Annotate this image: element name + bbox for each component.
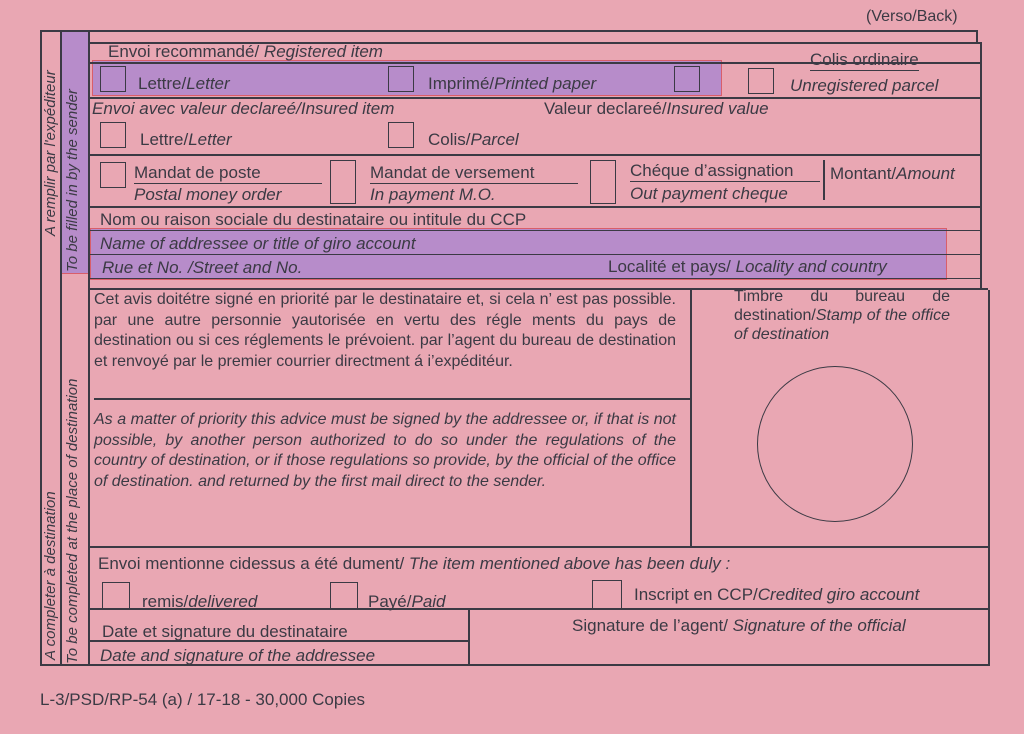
insured-parcel-checkbox[interactable] <box>388 122 414 148</box>
registered-extra-checkbox[interactable] <box>674 66 700 92</box>
money-order-checkbox[interactable] <box>100 162 126 188</box>
money-order-en: Postal money order <box>134 185 282 204</box>
paid-checkbox[interactable] <box>330 582 358 610</box>
insured-value-label: Valeur declareé/Insured value <box>544 99 769 118</box>
official-signature-label: Signature de l’agent/ Signature of the official <box>572 616 906 635</box>
side-label: (Verso/Back) <box>866 8 958 25</box>
outer-top-border <box>40 30 978 32</box>
cheque-checkbox[interactable] <box>590 160 616 204</box>
payment-mo-checkbox[interactable] <box>330 160 356 204</box>
paid-label: Payé/Paid <box>368 592 446 611</box>
addressee-name-fr: Nom ou raison sociale du destinataire ou intitule du CCP <box>100 210 527 229</box>
addressee-signature-fr: Date et signature du destinataire <box>102 622 348 641</box>
registered-heading: Envoi recommandé/ Registered item <box>108 42 383 61</box>
ordinary-parcel-en: Unregistered parcel <box>790 76 939 95</box>
insured-parcel-label: Colis/Parcel <box>428 130 519 149</box>
delivered-checkbox[interactable] <box>102 582 130 610</box>
insured-letter-checkbox[interactable] <box>100 122 126 148</box>
sender-strip-fr: A remplir par l'expéditeur <box>42 70 59 236</box>
ordinary-parcel-checkbox[interactable] <box>748 68 774 94</box>
delivered-label: remis/delivered <box>142 592 258 611</box>
cheque-en: Out payment cheque <box>630 184 788 203</box>
money-order-fr: Mandat de poste <box>134 163 322 184</box>
stamp-label: Timbre du bureau de destination/Stamp of the office of destination <box>734 288 950 343</box>
registered-letter-checkbox[interactable] <box>100 66 126 92</box>
insured-heading: Envoi avec valeur declareé/Insured item <box>92 99 395 118</box>
stamp-circle <box>757 366 913 522</box>
registered-printed-label: Imprimé/Printed paper <box>428 74 597 93</box>
locality-label: Localité et pays/ Locality and country <box>608 257 887 276</box>
payment-mo-en: In payment M.O. <box>370 185 496 204</box>
form-code: L-3/PSD/RP-54 (a) / 17-18 - 30,000 Copies <box>40 690 366 709</box>
addressee-signature-en: Date and signature of the addressee <box>100 646 376 665</box>
delivery-heading: Envoi mentionne cidessus a été dument/ The item mentioned above has been duly : <box>98 554 731 573</box>
dest-strip-fr: A completer à destination <box>42 491 59 660</box>
registered-printed-checkbox[interactable] <box>388 66 414 92</box>
payment-mo-fr: Mandat de versement <box>370 163 578 184</box>
dest-strip-en: To be completed at the place of destination <box>64 378 81 664</box>
ordinary-parcel-fr: Colis ordinaire <box>810 50 919 69</box>
credited-checkbox[interactable] <box>592 580 622 610</box>
cheque-fr: Chéque d’assignation <box>630 161 820 182</box>
credited-label: Inscript en CCP/Credited giro account <box>634 585 920 604</box>
notice-fr: Cet avis doitétre signé en priorité par le destinataire et, si cela n’ est pas possible. par une autre personnie yautorisée en vertu des régle ments du pays de destination ou si ces réglements le prévoient. par l’agent du bureau de destination et renvoyé par le premier courrier directment á i’expéditéur. <box>94 291 676 370</box>
addressee-name-en: Name of addressee or title of giro account <box>100 234 416 253</box>
street-label: Rue et No. /Street and No. <box>102 258 303 277</box>
sender-strip-en: To be filled in by the sender <box>64 89 81 272</box>
amount-label: Montant/Amount <box>830 164 955 183</box>
insured-letter-label: Lettre/Letter <box>140 130 232 149</box>
registered-letter-label: Lettre/Letter <box>138 74 230 93</box>
notice-en: As a matter of priority this advice must be signed by the addressee or, if that is not possible, by another person authorized to do so under the regulations of the country of destination, or if those regulations so provide, by the official of the office of destination. and returned by the first mail direct to the sender. <box>94 411 676 490</box>
